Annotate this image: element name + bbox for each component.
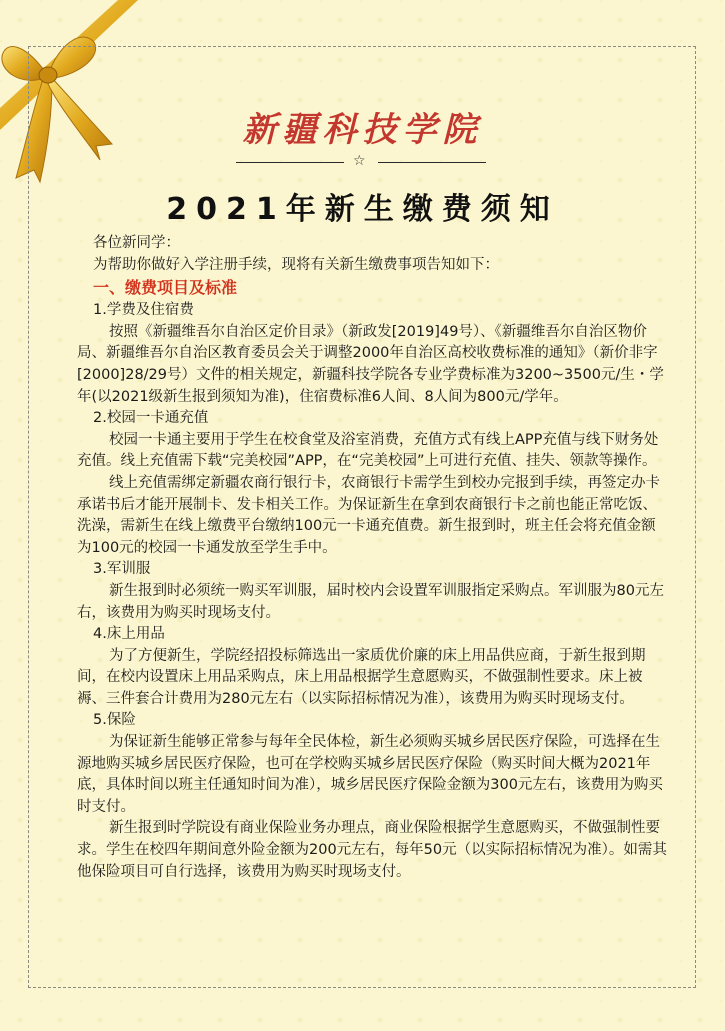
item-heading-uniform: 3.军训服 — [93, 561, 151, 578]
divider-line-right — [378, 162, 486, 163]
paragraph-uniform: 新生报到时必须统一购买军训服，届时校内会设置军训服指定采购点。军训服为80元左右，该费用为购买时现场支付。 — [77, 582, 664, 621]
paragraph-campus-card-1: 校园一卡通主要用于学生在校食堂及浴室消费，充值方式有线上APP充值与线下财务处充值。线上充值需下载“完美校园”APP，在“完美校园”上可进行充值、挂失、领款等操作。 — [77, 431, 659, 470]
paragraph-campus-card-2: 线上充值需绑定新疆农商行银行卡，农商银行卡需学生到校办完报到手续，再签定办卡承诺书后才能开展制卡、发卡相关工作。为保证新生在拿到农商银行卡之前也能正常吃饭、洗澡，需新生在线上缴费平台缴纳100元一卡通充值费。新生报到时，班主任会将充值金额为100元的校园一卡通发放至学生手中。 — [77, 474, 660, 556]
item-heading-bedding: 4.床上用品 — [93, 626, 165, 643]
section-heading: 一、缴费项目及标准 — [93, 278, 238, 298]
greeting: 各位新同学： — [93, 235, 180, 251]
paragraph-insurance-2: 新生报到时学院设有商业保险业务办理点，商业保险根据学生意愿购买，不做强制性要求。学生在校四年期间意外险金额为200元左右，每年50元（以实际招标情况为准）。如需其他保险项目可自行选择，该费用为购买时现场支付。 — [77, 820, 667, 880]
item-heading-campus-card: 2.校园一卡通充值 — [93, 410, 209, 427]
intro-paragraph: 为帮助你做好入学注册手续，现将有关新生缴费事项告知如下： — [93, 256, 499, 273]
star-icon: ☆ — [353, 153, 366, 169]
item-heading-insurance: 5.保险 — [93, 712, 136, 729]
notice-body — [77, 233, 669, 883]
divider-line-left — [236, 162, 344, 163]
title-divider — [236, 155, 486, 169]
paragraph-tuition: 按照《新疆维吾尔自治区定价目录》（新政发[2019]49号）、《新疆维吾尔自治区物价局、新疆维吾尔自治区教育委员会关于调整2000年自治区高校收费标准的通知》（新价非字[2000]28/29号）文件的相关规定，新疆科技学院各专业学费标准为3200~3500元/生・学年(以2021级新生报到须知为准)，住宿费标准6人间、8人间为800元/学年。 — [77, 323, 664, 405]
paragraph-bedding: 为了方便新生，学院经招投标筛选出一家质优价廉的床上用品供应商，于新生报到期间，在校内设置床上用品采购点，床上用品根据学生意愿购买，不做强制性要求。床上被褥、三件套合计费用为280元左右（以实际招标情况为准），该费用为购买时现场支付。 — [77, 647, 646, 707]
item-heading-tuition: 1.学费及住宿费 — [93, 302, 194, 319]
school-name: 新疆科技学院 — [242, 110, 483, 150]
paragraph-insurance-1: 为保证新生能够正常参与每年全民体检，新生必须购买城乡居民医疗保险，可选择在生源地购买城乡居民医疗保险，也可在学校购买城乡居民医疗保险（购买时间大概为2021年底，具体时间以班主任通知时间为准），城乡居民医疗保险金额为300元左右，该费用为购买时支付。 — [77, 734, 663, 815]
page-title: 2021年新生缴费须知 — [166, 192, 559, 227]
